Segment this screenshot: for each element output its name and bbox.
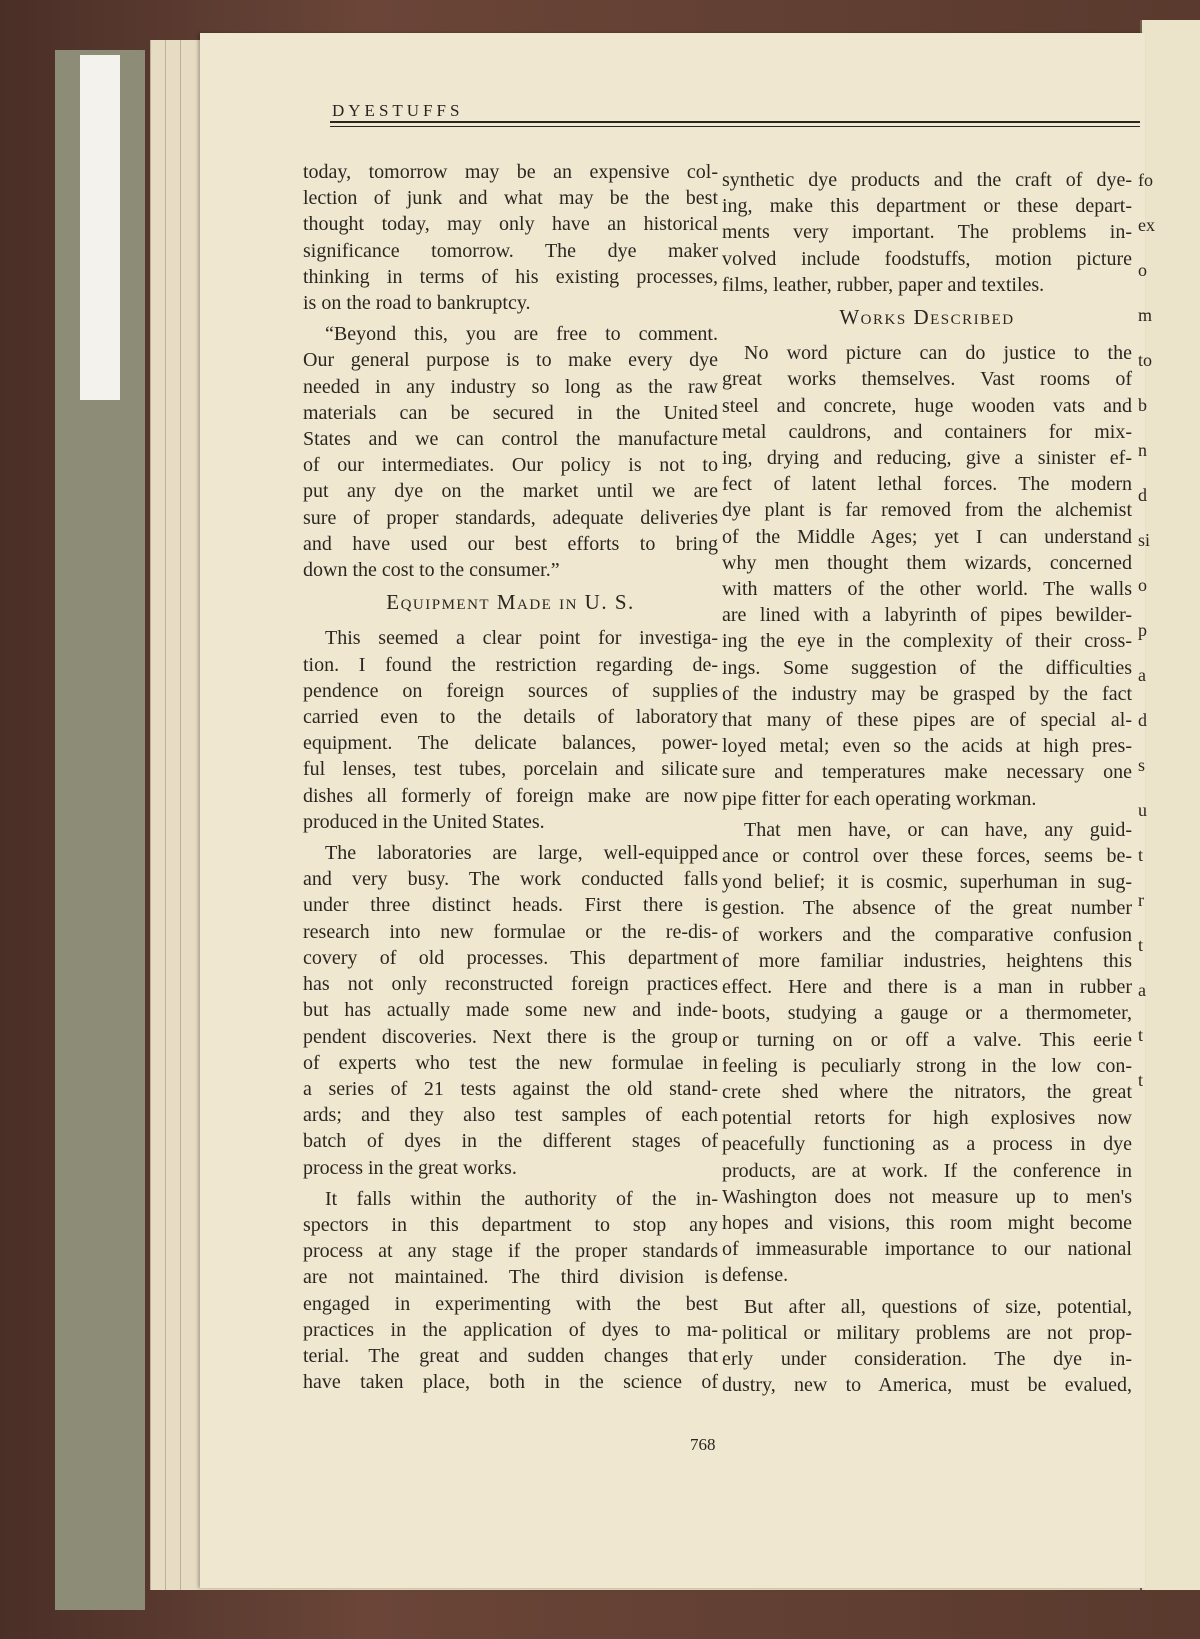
header-rule [330, 126, 1140, 127]
header-rule [330, 121, 1140, 123]
text-line: Washington does not measure up to men's [722, 1185, 1132, 1208]
facing-page-fragment: o [1138, 260, 1147, 280]
text-line: effect. Here and there is a man in rubber [722, 976, 1132, 999]
text-line: political or military problems are not prop- [722, 1321, 1132, 1344]
text-line: lection of junk and what may be the best [303, 187, 718, 210]
text-line: are not maintained. The third division is [303, 1266, 718, 1289]
text-line: great works themselves. Vast rooms of [722, 368, 1132, 391]
text-line: products, are at work. If the conference in [722, 1159, 1132, 1182]
text-line: fect of latent lethal forces. The modern [722, 473, 1132, 496]
text-line: has not only reconstructed foreign practices [303, 973, 718, 996]
text-line: of experts who test the new formulae in [303, 1051, 718, 1074]
text-line: The laboratories are large, well-equipped [325, 842, 718, 865]
facing-page-fragment: m [1138, 305, 1153, 325]
section-heading: Works Described [839, 305, 1015, 330]
text-line: equipment. The delicate balances, power- [303, 732, 718, 755]
text-line: of the industry may be grasped by the fact [722, 682, 1132, 705]
text-line: boots, studying a gauge or a thermometer, [722, 1002, 1132, 1025]
facing-page-fragment: si [1138, 530, 1151, 550]
text-line: metal cauldrons, and containers for mix- [722, 420, 1132, 443]
text-line: Our general purpose is to make every dye [303, 349, 718, 372]
facing-page-fragment: t [1138, 1025, 1144, 1045]
facing-page-fragment: ex [1138, 215, 1155, 235]
text-line: defense. [722, 1264, 789, 1287]
text-line: and very busy. The work conducted falls [303, 868, 718, 891]
facing-page-fragment: fo [1138, 170, 1153, 190]
paragraph [722, 340, 1132, 812]
text-line: research into new formulae or the re-dis- [303, 920, 718, 943]
text-line: of more familiar industries, heightens this [722, 949, 1132, 972]
text-line: produced in the United States. [303, 810, 545, 833]
text-line: thought today, may only have an historical [303, 213, 718, 236]
text-line: gestion. The absence of the great number [722, 897, 1132, 920]
text-line: This seemed a clear point for investiga- [325, 627, 718, 650]
text-line: of immeasurable importance to our national [722, 1238, 1132, 1261]
facing-page-fragment: t [1138, 1070, 1144, 1090]
text-line: feeling is peculiarly strong in the low con- [722, 1054, 1132, 1077]
text-line: significance tomorrow. The dye maker [303, 239, 718, 262]
facing-page-fragment: d [1138, 710, 1147, 730]
text-line: sure of proper standards, adequate deliveries [303, 506, 718, 529]
text-line: process at any stage if the proper standards [303, 1240, 718, 1263]
text-line: steel and concrete, huge wooden vats and [722, 394, 1132, 417]
facing-page-fragment: n [1138, 440, 1147, 460]
paragraph [722, 817, 1132, 1289]
text-line: States and we can control the manufacture [303, 428, 718, 451]
text-line: practices in the application of dyes to ma- [303, 1318, 718, 1341]
text-line: terial. The great and sudden changes that [303, 1344, 718, 1367]
text-line: ance or control over these forces, seems be- [722, 845, 1132, 868]
text-line: ing, drying and reducing, give a sinister ef- [722, 447, 1132, 470]
text-line: dishes all formerly of foreign make are now [303, 784, 718, 807]
facing-page-fragment: t [1138, 935, 1144, 955]
text-line: loyed metal; even so the acids at high pres- [722, 735, 1132, 758]
text-line: but has actually made some new and inde- [303, 999, 718, 1022]
text-line: carried even to the details of laboratory [303, 706, 718, 729]
text-line: ments very important. The problems in- [722, 221, 1132, 244]
text-line: dustry, new to America, must be evalued, [722, 1374, 1132, 1397]
text-line: yond belief; it is cosmic, superhuman in sug- [722, 871, 1132, 894]
text-line: ing the eye in the complexity of their cross- [722, 630, 1132, 653]
text-line: dye plant is far removed from the alchemist [722, 499, 1132, 522]
section-heading: Equipment Made in U. S. [386, 590, 635, 615]
text-line: pendence on foreign sources of supplies [303, 679, 718, 702]
paragraph [303, 840, 718, 1181]
facing-page-fragment: r [1138, 890, 1144, 910]
text-line: today, tomorrow may be an expensive col- [303, 161, 718, 183]
text-line: No word picture can do justice to the [744, 342, 1132, 365]
text-line: down the cost to the consumer.” [303, 559, 560, 582]
text-line: peacefully functioning as a process in dye [722, 1133, 1132, 1156]
text-line: It falls within the authority of the in- [325, 1187, 718, 1210]
text-line: with matters of the other world. The walls [722, 578, 1132, 601]
text-line: of workers and the comparative confusion [722, 923, 1132, 946]
text-line: pipe fitter for each operating workman. [722, 787, 1037, 810]
text-line: covery of old processes. This department [303, 946, 718, 969]
text-line: sure and temperatures make necessary one [722, 761, 1132, 784]
text-line: That men have, or can have, any guid- [744, 818, 1132, 841]
paragraph [303, 625, 718, 835]
text-line: are lined with a labyrinth of pipes bewilder- [722, 604, 1132, 627]
paragraph [303, 1186, 718, 1396]
text-line: spectors in this department to stop any [303, 1213, 718, 1236]
text-line: volved include foodstuffs, motion picture [722, 247, 1132, 270]
left-column [303, 159, 718, 1400]
text-line: But after all, questions of size, potential, [744, 1295, 1132, 1318]
text-line: or turning on or off a valve. This eerie [722, 1028, 1132, 1051]
facing-page-fragment: d [1138, 485, 1147, 505]
text-line: engaged in experimenting with the best [303, 1292, 718, 1315]
text-line: is on the road to bankruptcy. [303, 292, 531, 315]
facing-page-fragment: p [1138, 620, 1147, 640]
paragraph [303, 321, 718, 583]
book-page [200, 33, 1145, 1588]
text-line: needed in any industry so long as the raw [303, 375, 718, 398]
text-line: ings. Some suggestion of the difficulties [722, 656, 1132, 679]
paper-slip [80, 55, 120, 400]
text-line: put any dye on the market until we are [303, 480, 718, 503]
text-line: thinking in terms of his existing processes, [303, 265, 718, 288]
text-line: potential retorts for high explosives now [722, 1107, 1132, 1130]
facing-page-fragment: a [1138, 980, 1146, 1000]
facing-page-fragment: a [1138, 665, 1146, 685]
text-line: ful lenses, test tubes, porcelain and silicate [303, 758, 718, 781]
text-line: ards; and they also test samples of each [303, 1104, 718, 1127]
text-line: films, leather, rubber, paper and textiles. [722, 273, 1045, 296]
text-line: why men thought them wizards, concerned [722, 551, 1132, 574]
text-line: erly under consideration. The dye in- [722, 1347, 1132, 1370]
text-line: ing, make this department or these depart- [722, 195, 1132, 218]
paragraph [722, 167, 1132, 298]
facing-page-fragment: u [1138, 800, 1147, 820]
running-head: DYESTUFFS [332, 101, 464, 120]
text-line: of the Middle Ages; yet I can understand [722, 525, 1132, 548]
text-line: and have used our best efforts to bring [303, 532, 718, 555]
text-line: have taken place, both in the science of [303, 1371, 718, 1394]
text-line: under three distinct heads. First there is [303, 894, 718, 917]
right-column [722, 167, 1132, 1403]
text-line: “Beyond this, you are free to comment. [325, 323, 718, 346]
text-line: of our intermediates. Our policy is not to [303, 454, 718, 477]
text-line: pendent discoveries. Next there is the group [303, 1025, 718, 1048]
text-line: process in the great works. [303, 1156, 517, 1179]
facing-page-edge [1140, 20, 1200, 1590]
paragraph [303, 159, 718, 316]
facing-page-fragment: t [1138, 845, 1144, 865]
text-line: tion. I found the restriction regarding de- [303, 653, 718, 676]
facing-page-fragment: s [1138, 755, 1146, 775]
facing-page-fragment: b [1138, 395, 1147, 415]
facing-page-fragment: to [1138, 350, 1153, 370]
text-line: batch of dyes in the different stages of [303, 1130, 718, 1153]
facing-page-fragment: o [1138, 575, 1147, 595]
text-line: materials can be secured in the United [303, 401, 718, 424]
text-line: that many of these pipes are of special al- [722, 709, 1132, 732]
text-line: hopes and visions, this room might become [722, 1211, 1132, 1234]
text-line: a series of 21 tests against the old stand- [303, 1077, 718, 1100]
page-number: 768 [690, 1435, 716, 1454]
text-line: synthetic dye products and the craft of dye- [722, 169, 1132, 191]
text-line: crete shed where the nitrators, the great [722, 1080, 1132, 1103]
paragraph [722, 1294, 1132, 1399]
